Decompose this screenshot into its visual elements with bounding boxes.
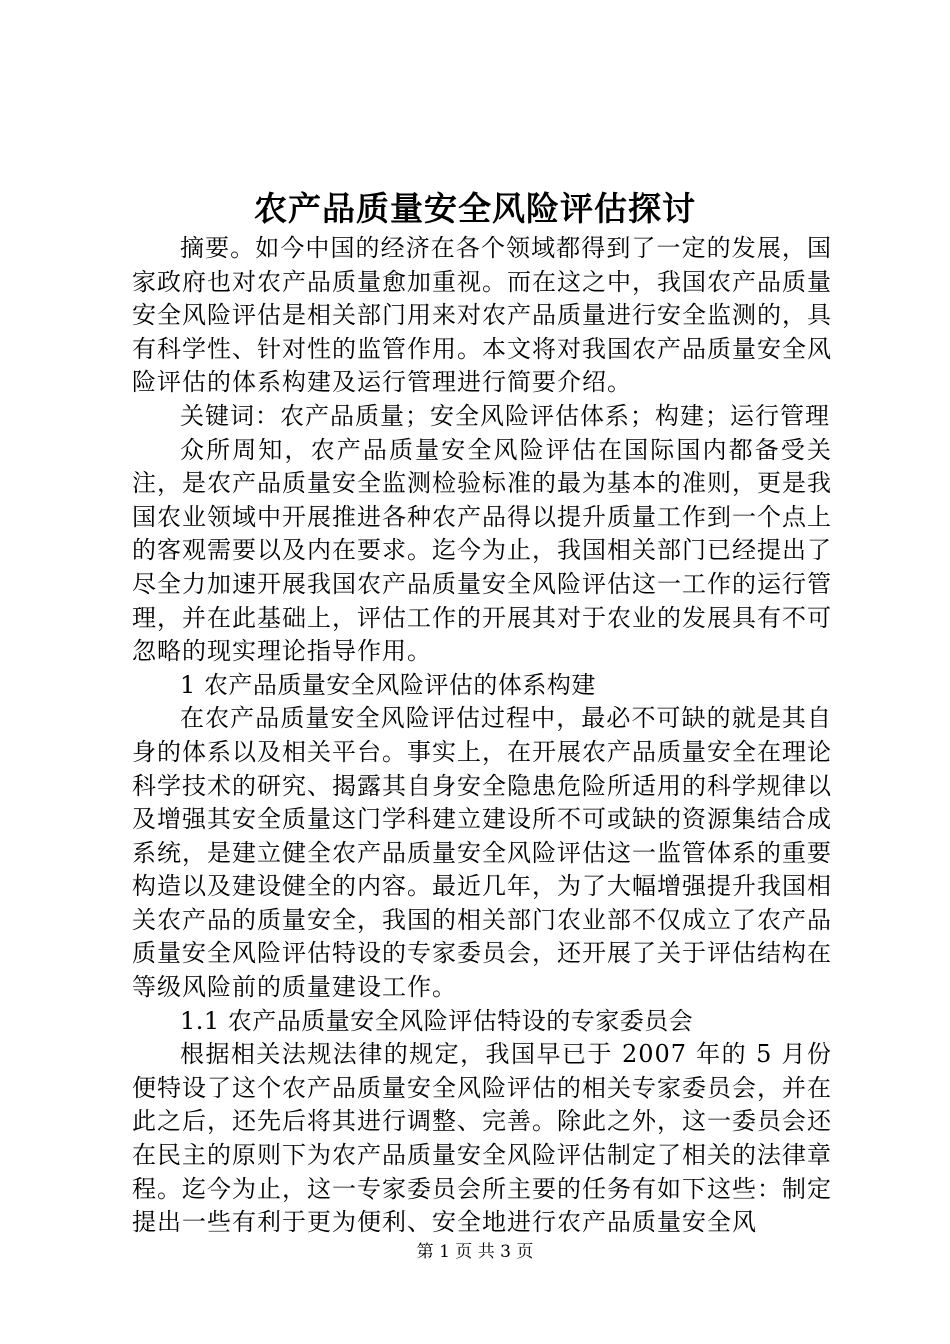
document-title: 农产品质量安全风险评估探讨 bbox=[254, 189, 696, 228]
section-1-1-heading: 1.1 农产品质量安全风险评估特设的专家委员会 bbox=[180, 1006, 694, 1035]
section-1-heading: 1 农产品质量安全风险评估的体系构建 bbox=[180, 670, 596, 699]
intro-paragraph: 众所周知，农产品质量安全风险评估在国际国内都备受关注，是农产品质量安全监测检验标准的最为基本的准则，更是我国农业领域中开展推进各种农产品得以提升质量工作到一个点上的客观需要以及内在要求。迄今为止，我国相关部门已经提出了尽全力加速开展我国农产品质量安全风险评估这一工作的运行管理，并在此基础上，评估工作的开展其对于农业的发展具有不可忽略的现实理论指导作用。 bbox=[132, 435, 832, 666]
abstract-paragraph: 摘要。如今中国的经济在各个领域都得到了一定的发展，国家政府也对农产品质量愈加重视。而在这之中，我国农产品质量安全风险评估是相关部门用来对农产品质量进行安全监测的，具有科学性、针对性的监管作用。本文将对我国农产品质量安全风险评估的体系构建及运行管理进行简要介绍。 bbox=[132, 234, 832, 397]
section-1-1-paragraph: 根据相关法规法律的规定，我国早已于 2007 年的 5 月份便特设了这个农产品质量安全风险评估的相关专家委员会，并在此之后，还先后将其进行调整、完善。除此之外，这一委员会还在民主的原则下为农产品质量安全风险评估制定了相关的法律章程。迄今为止，这一专家委员会所主要的任务有如下这些：制定提出一些有利于更为便利、安全地进行农产品质量安全风 bbox=[132, 1040, 832, 1237]
page-footer: 第 1 页 共 3 页 bbox=[416, 1242, 534, 1262]
keywords-paragraph: 关键词：农产品质量；安全风险评估体系；构建；运行管理 bbox=[180, 401, 830, 430]
section-1-paragraph: 在农产品质量安全风险评估过程中，最必不可缺的就是其自身的体系以及相关平台。事实上，在开展农产品质量安全在理论科学技术的研究、揭露其自身安全隐患危险所适用的科学规律以及增强其安全质量这门学科建立建设所不可或缺的资源集结合成系统，是建立健全农产品质量安全风险评估这一监管体系的重要构造以及建设健全的内容。最近几年，为了大幅增强提升我国相关农产品的质量安全，我国的相关部门农业部不仅成立了农产品质量安全风险评估特设的专家委员会，还开展了关于评估结构在等级风险前的质量建设工作。 bbox=[132, 704, 832, 1002]
document-body bbox=[132, 232, 832, 1240]
